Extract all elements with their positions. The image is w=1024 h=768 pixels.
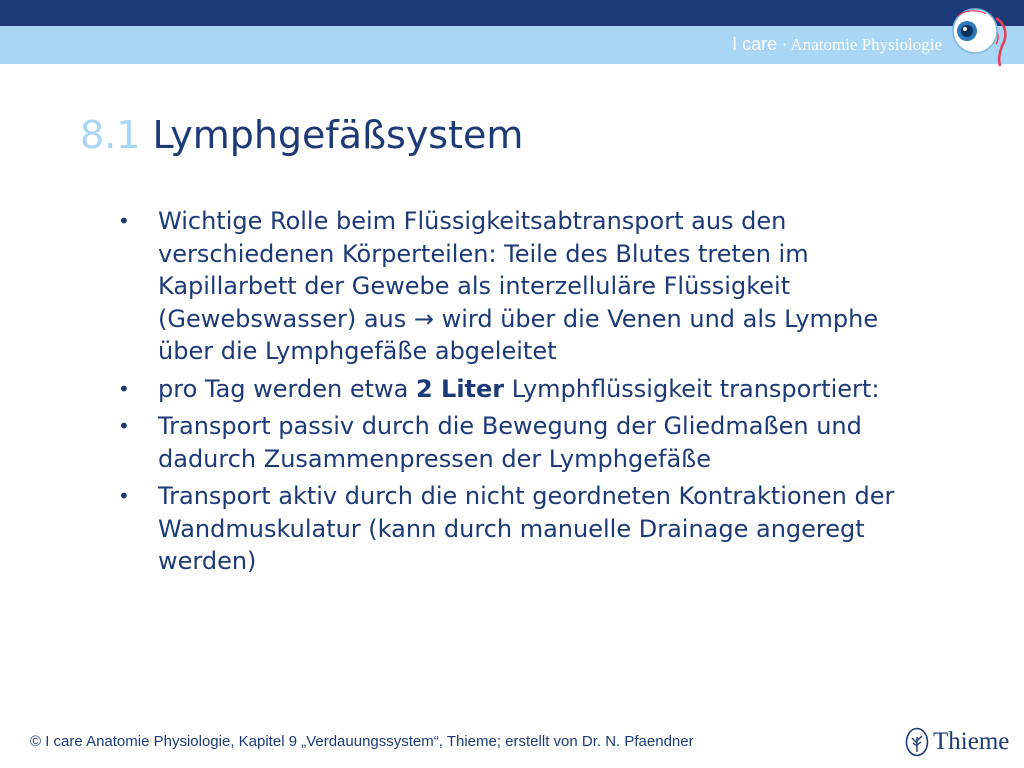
brand-separator: · [777,35,791,54]
bullet-item [118,480,918,578]
publisher-logo [905,726,1009,758]
header-brand [732,34,942,55]
bullet-text: Transport aktiv durch die nicht geordneten Kontraktionen der Wandmuskulatur (kann durch manuelle Drainage angeregt werden) [158,482,895,575]
eye-icon [948,4,1016,68]
bullet-text: Transport passiv durch die Bewegung der Gliedmaßen und dadurch Zusammenpressen der Lymphgefäße [158,412,862,473]
bullet-list [118,205,918,583]
bullet-text-bold: 2 Liter [415,374,505,403]
tree-seal-icon [905,727,929,757]
bullet-marker: • [118,376,130,401]
footer-copyright: © I care Anatomie Physiologie, Kapitel 9 „Verdauungssystem“, Thieme; erstellt von Dr. N. Pfaendner [30,733,694,750]
bullet-item [118,410,918,475]
brand-subtitle: Anatomie Physiologie [790,35,942,54]
slide-title [80,113,523,159]
bullet-text: Wichtige Rolle beim Flüssigkeitsabtransport aus den verschiedenen Körperteilen: Teile des Blutes treten im Kapillarbett der Gewebe als interzelluläre Flüssigkeit (Gewebswasser) aus → wird über die Venen und als Lymphe über die Lymphgefäße abgeleitet [158,207,879,365]
bullet-marker: • [118,209,130,233]
brand-name: I care [732,34,778,54]
bullet-text-pre: pro Tag werden etwa [158,374,416,403]
title-number: 8.1 [80,113,141,157]
header-bar-dark [0,0,1024,26]
bullet-item [118,373,918,406]
bullet-marker: • [118,484,130,508]
bullet-marker: • [118,414,130,438]
bullet-text-post: Lymphflüssigkeit transportiert: [504,374,880,403]
publisher-name: Thieme [933,728,1010,755]
title-text: Lymphgefäßsystem [152,113,524,157]
bullet-item [118,205,918,368]
